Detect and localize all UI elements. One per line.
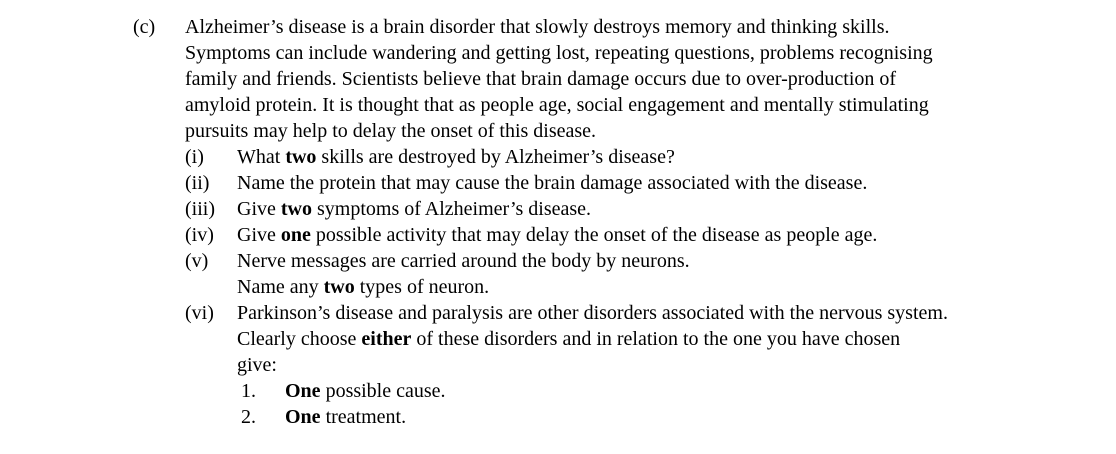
list-number: 1. xyxy=(241,380,256,402)
question-part-c xyxy=(0,14,1116,430)
sub-question-line xyxy=(237,326,1116,352)
text-segment: treatment. xyxy=(320,406,407,428)
sub-question-text xyxy=(237,196,1116,222)
text-segment: one xyxy=(280,224,311,246)
part-label: (c) xyxy=(133,16,156,38)
intro-paragraph xyxy=(185,14,1116,144)
sub-question-numeral: (ii) xyxy=(185,172,210,194)
text-segment: possible activity that may delay the onset of the disease as people age. xyxy=(310,224,878,246)
sub-question-numeral: (i) xyxy=(185,146,204,168)
sub-question-text xyxy=(237,144,1116,170)
part-body xyxy=(185,14,1116,430)
sub-question-text xyxy=(237,248,1116,300)
sub-question-ii xyxy=(185,170,1116,196)
text-segment: symptoms of Alzheimer’s disease. xyxy=(312,198,592,220)
intro-line: Alzheimer’s disease is a brain disorder that slowly destroys memory and thinking skills. xyxy=(185,16,890,38)
sub-question-numeral: (iii) xyxy=(185,198,215,220)
text-segment: of these disorders and in relation to the one you have chosen xyxy=(411,328,901,350)
numbered-list xyxy=(241,378,1116,430)
text-segment: Clearly choose xyxy=(237,328,362,350)
list-number: 2. xyxy=(241,406,256,428)
list-item-text xyxy=(285,404,406,430)
sub-question-line xyxy=(237,144,1116,170)
intro-line: Symptoms can include wandering and getting lost, repeating questions, problems recognising xyxy=(185,42,933,64)
text-segment: What xyxy=(237,146,286,168)
sub-question-line xyxy=(237,352,1116,378)
sub-question-line xyxy=(237,222,1116,248)
text-segment: Name the protein that may cause the brain damage associated with the disease. xyxy=(237,172,868,194)
sub-question-text xyxy=(237,300,1116,430)
text-segment: One xyxy=(285,380,321,402)
numbered-item-2 xyxy=(241,404,1116,430)
text-segment: skills are destroyed by Alzheimer’s disease? xyxy=(316,146,675,168)
sub-question-line xyxy=(237,196,1116,222)
sub-question-iii xyxy=(185,196,1116,222)
sub-question-v xyxy=(185,248,1116,300)
sub-question-iv xyxy=(185,222,1116,248)
text-segment: two xyxy=(280,198,312,220)
text-segment: types of neuron. xyxy=(354,276,490,298)
text-segment: Parkinson’s disease and paralysis are other disorders associated with the nervous system. xyxy=(237,302,948,324)
numbered-item-1 xyxy=(241,378,1116,404)
sub-question-line xyxy=(237,170,1116,196)
sub-question-text xyxy=(237,170,1116,196)
text-segment: two xyxy=(285,146,317,168)
sub-question-numeral: (v) xyxy=(185,250,209,272)
text-segment: Name any xyxy=(237,276,324,298)
list-item-text xyxy=(285,378,446,404)
text-segment: Give xyxy=(237,198,281,220)
text-segment: two xyxy=(323,276,355,298)
text-segment: Give xyxy=(237,224,281,246)
text-segment: possible cause. xyxy=(320,380,446,402)
text-segment: One xyxy=(285,406,321,428)
text-segment: either xyxy=(361,328,412,350)
sub-question-line xyxy=(237,274,1116,300)
intro-line: pursuits may help to delay the onset of this disease. xyxy=(185,120,597,142)
intro-line: amyloid protein. It is thought that as people age, social engagement and mentally stimulating xyxy=(185,94,929,116)
text-segment: Nerve messages are carried around the body by neurons. xyxy=(237,250,690,272)
sub-question-vi xyxy=(185,300,1116,430)
intro-line: family and friends. Scientists believe that brain damage occurs due to over-production of xyxy=(185,68,897,90)
sub-question-line xyxy=(237,248,1116,274)
text-segment: give: xyxy=(237,354,277,376)
sub-question-numeral: (iv) xyxy=(185,224,214,246)
sub-question-line xyxy=(237,300,1116,326)
sub-question-numeral: (vi) xyxy=(185,302,214,324)
sub-question-text xyxy=(237,222,1116,248)
sub-question-i xyxy=(185,144,1116,170)
